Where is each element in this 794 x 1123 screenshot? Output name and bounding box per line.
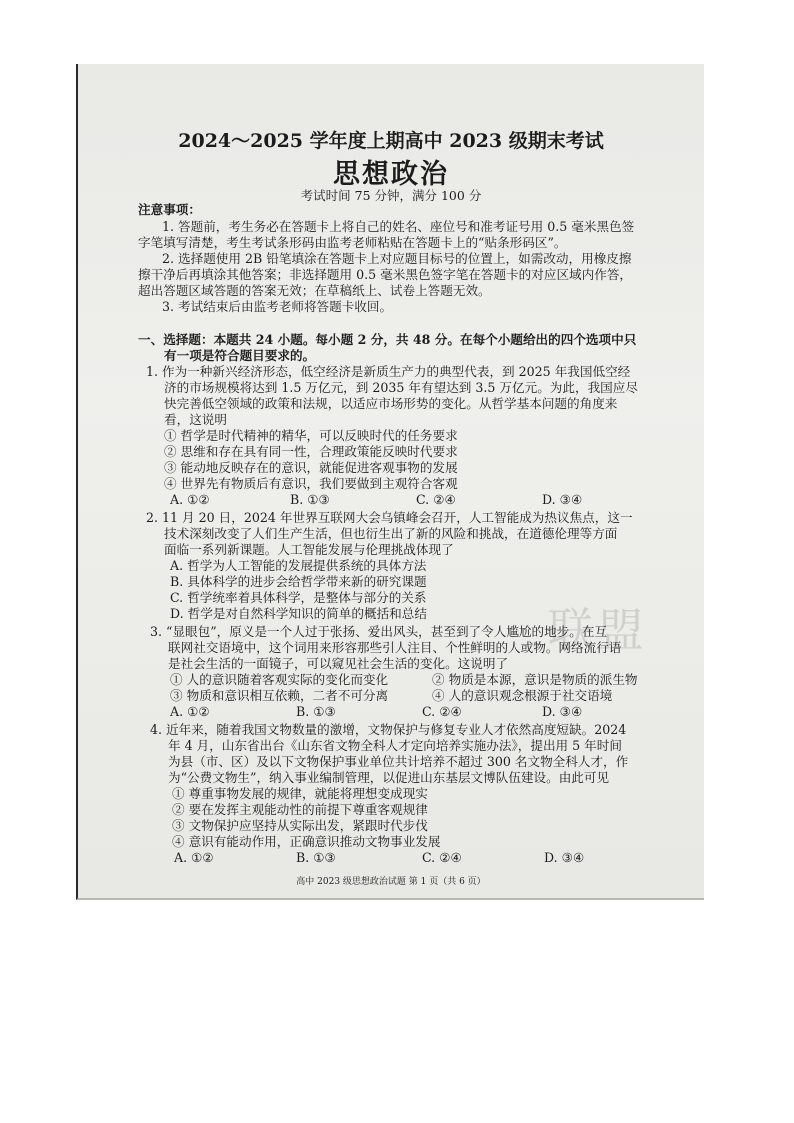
option-d: D. ③④ bbox=[542, 704, 583, 719]
statement-item: ① 哲学是时代精神的精华，可以反映时代的任务要求 bbox=[164, 428, 458, 443]
answer-option: D. 哲学是对自然科学知识的简单的概括和总结 bbox=[170, 606, 427, 621]
option-a: A. ①② bbox=[170, 492, 210, 507]
exam-paper-photo bbox=[76, 64, 704, 900]
question-stem: 3. “显眼包”，原义是一个人过于张扬、爱出风头，甚至到了令人尴尬的地步。在互 bbox=[150, 624, 608, 639]
question-stem: 面临一系列新课题。人工智能发展与伦理挑战体现了 bbox=[164, 542, 454, 557]
section-heading: 有一项是符合题目要求的。 bbox=[164, 348, 316, 363]
statement-item: ③ 文物保护应坚持从实际出发，紧跟时代步伐 bbox=[172, 818, 428, 833]
statement-item: ④ 意识有能动作用，正确意识推动文物事业发展 bbox=[172, 834, 441, 849]
option-a: A. ①② bbox=[170, 704, 210, 719]
page-footer: 高中 2023 级思想政治试题 第 1 页（共 6 页） bbox=[296, 877, 486, 887]
statement-item: ④ 人的意识观念根源于社交语境 bbox=[432, 688, 613, 703]
question-stem: 联网社交语境中，这个词用来形容那些引人注目、个性鲜明的人或物。网络流行语 bbox=[168, 640, 622, 655]
question-stem: 快完善低空领域的政策和法规，以适应市场形势的变化。从哲学基本问题的角度来 bbox=[164, 396, 618, 411]
exam-title: 2024～2025 学年度上期高中 2023 级期末考试 bbox=[178, 130, 604, 152]
subject-title: 思想政治 bbox=[333, 159, 449, 190]
option-c: C. ②④ bbox=[422, 704, 462, 719]
watermark: 联盟 bbox=[548, 603, 648, 657]
option-d: D. ③④ bbox=[542, 492, 583, 507]
answer-option: B. 具体科学的进步会给哲学带来新的研究课题 bbox=[170, 574, 427, 589]
question-stem: 技术深刻改变了人们生产生活，但也衍生出了新的风险和挑战，在道德伦理等方面 bbox=[164, 526, 618, 541]
note-line: 1. 答题前，考生务必在答题卡上将自己的姓名、座位号和准考证号用 0.5 毫米黑色签 bbox=[162, 219, 635, 234]
option-b: B. ①③ bbox=[290, 492, 330, 507]
option-c: C. ②④ bbox=[416, 492, 456, 507]
question-stem: 4. 近年来，随着我国文物数量的激增，文物保护与修复专业人才依然高度短缺。2024 bbox=[150, 722, 627, 737]
exam-info: 考试时间 75 分钟，满分 100 分 bbox=[300, 188, 482, 203]
option-c: C. ②④ bbox=[422, 850, 462, 865]
option-d: D. ③④ bbox=[544, 850, 585, 865]
statement-item: ② 思维和存在具有同一性，合理政策能反映时代要求 bbox=[164, 444, 458, 459]
statement-item: ① 人的意识随着客观实际的变化而变化 bbox=[170, 672, 389, 687]
statement-item: ① 尊重事物发展的规律，就能将理想变成现实 bbox=[172, 786, 428, 801]
question-stem: 年 4 月，山东省出台《山东省文物全科人才定向培养实施办法》，提出用 5 年时间 bbox=[168, 738, 622, 753]
section-heading: 一、选择题：本题共 24 小题。每小题 2 分，共 48 分。在每个小题给出的四个选项中只 bbox=[138, 332, 637, 347]
question-stem: 1. 作为一种新兴经济形态，低空经济是新质生产力的典型代表，到 2025 年我国低空经 bbox=[146, 364, 631, 379]
notes-heading: 注意事项： bbox=[138, 202, 201, 217]
statement-item: ② 物质是本源，意识是物质的派生物 bbox=[432, 672, 638, 687]
option-b: B. ①③ bbox=[296, 704, 336, 719]
note-line: 2. 选择题使用 2B 铅笔填涂在答题卡上对应题目标号的位置上，如需改动，用橡皮擦 bbox=[162, 251, 632, 266]
statement-item: ③ 能动地反映存在的意识，就能促进客观事物的发展 bbox=[164, 460, 458, 475]
question-stem: 为“公费文物生”，纳入事业编制管理，以促进山东基层文博队伍建设。由此可见 bbox=[168, 770, 610, 785]
note-line: 擦干净后再填涂其他答案；非选择题用 0.5 毫米黑色签字笔在答题卡的对应区域内作答， bbox=[138, 267, 633, 282]
note-line: 3. 考试结束后由监考老师将答题卡收回。 bbox=[162, 299, 393, 314]
option-a: A. ①② bbox=[174, 850, 214, 865]
option-b: B. ①③ bbox=[296, 850, 336, 865]
note-line: 字笔填写清楚，考生考试条形码由监考老师粘贴在答题卡上的“贴条形码区”。 bbox=[138, 235, 567, 250]
note-line: 超出答题区域答题的答案无效；在草稿纸上、试卷上答题无效。 bbox=[138, 283, 491, 298]
answer-option: C. 哲学统率着具体科学，是整体与部分的关系 bbox=[170, 590, 427, 605]
statement-item: ② 要在发挥主观能动性的前提下尊重客观规律 bbox=[172, 802, 428, 817]
question-stem: 为县（市、区）及以下文物保护事业单位共计培养不超过 300 名文物全科人才，作 bbox=[168, 754, 629, 769]
statement-item: ③ 物质和意识相互依赖，二者不可分离 bbox=[170, 688, 389, 703]
question-stem: 是社会生活的一面镜子，可以窥见社会生活的变化。这说明了 bbox=[168, 656, 509, 671]
question-stem: 济的市场规模将达到 1.5 万亿元，到 2035 年有望达到 3.5 万亿元。为此，我国应尽 bbox=[164, 380, 638, 395]
question-stem: 看，这说明 bbox=[164, 412, 227, 427]
answer-option: A. 哲学为人工智能的发展提供系统的具体方法 bbox=[170, 558, 427, 573]
question-stem: 2. 11 月 20 日，2024 年世界互联网大会乌镇峰会召开，人工智能成为热议焦点，这一 bbox=[146, 510, 633, 525]
statement-item: ④ 世界先有物质后有意识，我们要做到主观符合客观 bbox=[164, 476, 458, 491]
